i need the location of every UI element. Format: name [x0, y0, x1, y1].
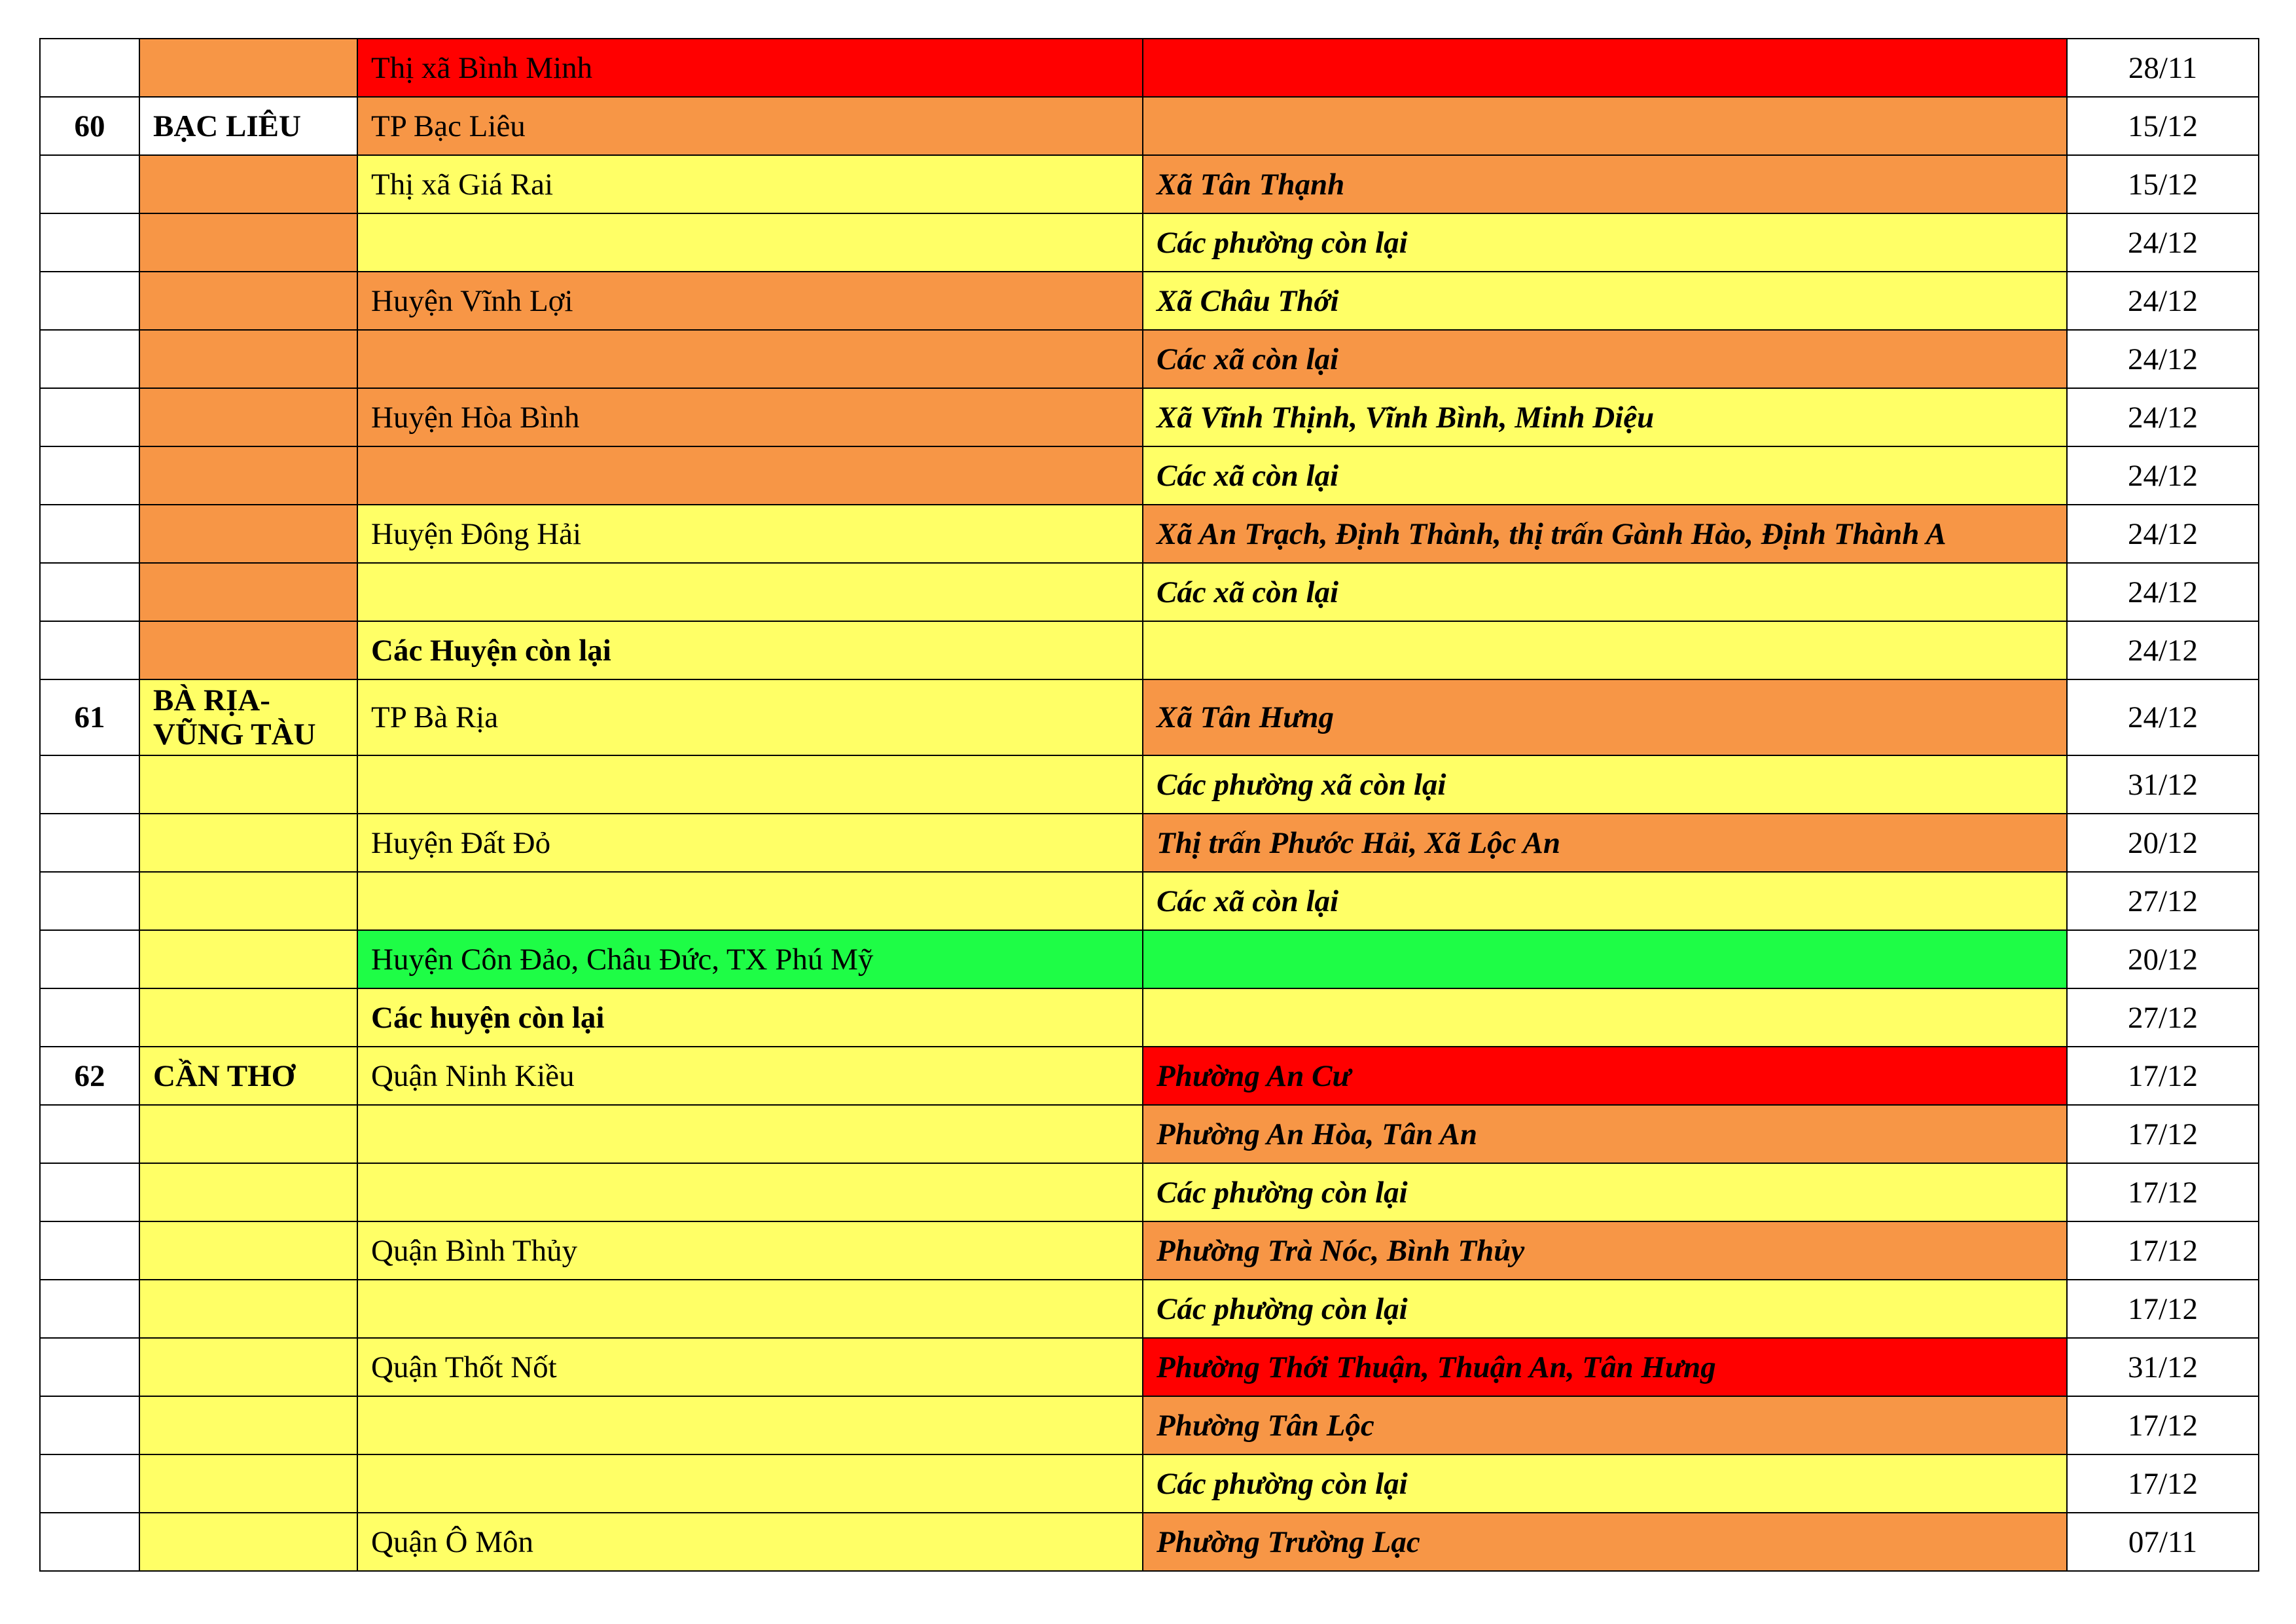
table-row: [40, 1338, 2259, 1396]
province-cell: [139, 1280, 357, 1338]
stt-cell: [40, 814, 139, 872]
date-cell: 17/12: [2067, 1280, 2259, 1338]
district-cell: Huyện Hòa Bình: [357, 388, 1143, 446]
stt-cell: [40, 446, 139, 505]
date-cell: 24/12: [2067, 446, 2259, 505]
district-cell: [357, 446, 1143, 505]
province-cell: [139, 446, 357, 505]
stt-cell: [40, 930, 139, 988]
district-cell: Huyện Côn Đảo, Châu Đức, TX Phú Mỹ: [357, 930, 1143, 988]
table-row: [40, 213, 2259, 272]
province-cell: [139, 213, 357, 272]
stt-cell: [40, 39, 139, 97]
district-cell: [357, 1280, 1143, 1338]
stt-cell: 62: [40, 1047, 139, 1105]
district-cell: [357, 1396, 1143, 1454]
table-row: [40, 272, 2259, 330]
ward-cell: [1143, 930, 2067, 988]
table-row: [40, 755, 2259, 814]
date-cell: 17/12: [2067, 1221, 2259, 1280]
date-cell: 31/12: [2067, 755, 2259, 814]
stt-cell: [40, 272, 139, 330]
district-cell: [357, 213, 1143, 272]
ward-cell: Các phường xã còn lại: [1143, 755, 2067, 814]
table-row: [40, 814, 2259, 872]
stt-cell: [40, 388, 139, 446]
table-row: [40, 1280, 2259, 1338]
ward-cell: Phường An Cư: [1143, 1047, 2067, 1105]
province-cell: [139, 755, 357, 814]
table-row: [40, 988, 2259, 1047]
date-cell: 24/12: [2067, 388, 2259, 446]
stt-cell: [40, 755, 139, 814]
province-cell: [139, 930, 357, 988]
table-row: [40, 330, 2259, 388]
date-cell: 24/12: [2067, 563, 2259, 621]
stt-cell: [40, 330, 139, 388]
date-cell: 24/12: [2067, 213, 2259, 272]
table-row: [40, 563, 2259, 621]
district-cell: Quận Thốt Nốt: [357, 1338, 1143, 1396]
table-row: [40, 1163, 2259, 1221]
province-cell: [139, 872, 357, 930]
ward-cell: Phường Tân Lộc: [1143, 1396, 2067, 1454]
date-cell: 17/12: [2067, 1163, 2259, 1221]
ward-cell: Xã Tân Hưng: [1143, 679, 2067, 755]
table-row: [40, 1221, 2259, 1280]
table-row: [40, 388, 2259, 446]
province-cell: [139, 1221, 357, 1280]
stt-cell: 60: [40, 97, 139, 155]
stt-cell: [40, 872, 139, 930]
province-cell: [139, 988, 357, 1047]
district-cell: [357, 1163, 1143, 1221]
table-row: [40, 930, 2259, 988]
province-cell: [139, 1396, 357, 1454]
date-cell: 17/12: [2067, 1396, 2259, 1454]
table-row: [40, 1454, 2259, 1513]
ward-cell: Xã An Trạch, Định Thành, thị trấn Gành Hào, Định Thành A: [1143, 505, 2067, 563]
date-cell: 24/12: [2067, 272, 2259, 330]
date-cell: 31/12: [2067, 1338, 2259, 1396]
province-cell: [139, 1454, 357, 1513]
date-cell: 15/12: [2067, 155, 2259, 213]
table-row: [40, 39, 2259, 97]
table-row: [40, 97, 2259, 155]
date-cell: 27/12: [2067, 872, 2259, 930]
province-cell: [139, 621, 357, 679]
date-cell: 27/12: [2067, 988, 2259, 1047]
table-row: [40, 1396, 2259, 1454]
ward-cell: Xã Châu Thới: [1143, 272, 2067, 330]
date-cell: 17/12: [2067, 1047, 2259, 1105]
province-cell: [139, 505, 357, 563]
ward-cell: Các phường còn lại: [1143, 1280, 2067, 1338]
district-cell: [357, 872, 1143, 930]
province-cell: [139, 155, 357, 213]
district-cell: Thị xã Giá Rai: [357, 155, 1143, 213]
table-row: [40, 155, 2259, 213]
district-cell: TP Bà Rịa: [357, 679, 1143, 755]
district-cell: [357, 330, 1143, 388]
ward-cell: Phường Trà Nóc, Bình Thủy: [1143, 1221, 2067, 1280]
district-cell: Quận Bình Thủy: [357, 1221, 1143, 1280]
table-row: [40, 1047, 2259, 1105]
province-cell: [139, 388, 357, 446]
ward-cell: Phường Trường Lạc: [1143, 1513, 2067, 1571]
district-cell: Các Huyện còn lại: [357, 621, 1143, 679]
table-row: [40, 621, 2259, 679]
table-row: [40, 872, 2259, 930]
district-cell: Quận Ô Môn: [357, 1513, 1143, 1571]
district-cell: [357, 1105, 1143, 1163]
stt-cell: [40, 213, 139, 272]
province-cell: [139, 272, 357, 330]
district-cell: Thị xã Bình Minh: [357, 39, 1143, 97]
ward-cell: Thị trấn Phước Hải, Xã Lộc An: [1143, 814, 2067, 872]
ward-cell: [1143, 988, 2067, 1047]
district-cell: Huyện Đất Đỏ: [357, 814, 1143, 872]
stt-cell: [40, 621, 139, 679]
district-cell: TP Bạc Liêu: [357, 97, 1143, 155]
district-cell: Huyện Đông Hải: [357, 505, 1143, 563]
ward-cell: Các xã còn lại: [1143, 563, 2067, 621]
ward-cell: Các xã còn lại: [1143, 330, 2067, 388]
ward-cell: Các xã còn lại: [1143, 446, 2067, 505]
ward-cell: Xã Vĩnh Thịnh, Vĩnh Bình, Minh Diệu: [1143, 388, 2067, 446]
province-cell: [139, 1513, 357, 1571]
stt-cell: [40, 1105, 139, 1163]
province-cell: BẠC LIÊU: [139, 97, 357, 155]
date-cell: 07/11: [2067, 1513, 2259, 1571]
ward-cell: Các xã còn lại: [1143, 872, 2067, 930]
district-cell: [357, 1454, 1143, 1513]
table-row: [40, 679, 2259, 755]
district-cell: Huyện Vĩnh Lợi: [357, 272, 1143, 330]
table-row: [40, 1513, 2259, 1571]
ward-cell: [1143, 97, 2067, 155]
province-cell: [139, 1163, 357, 1221]
stt-cell: [40, 1221, 139, 1280]
date-cell: 28/11: [2067, 39, 2259, 97]
date-cell: 24/12: [2067, 679, 2259, 755]
date-cell: 24/12: [2067, 330, 2259, 388]
stt-cell: [40, 563, 139, 621]
district-cell: Các huyện còn lại: [357, 988, 1143, 1047]
date-cell: 20/12: [2067, 930, 2259, 988]
stt-cell: [40, 155, 139, 213]
stt-cell: [40, 988, 139, 1047]
stt-cell: [40, 1513, 139, 1571]
date-cell: 24/12: [2067, 621, 2259, 679]
date-cell: 17/12: [2067, 1454, 2259, 1513]
date-cell: 20/12: [2067, 814, 2259, 872]
ward-cell: [1143, 621, 2067, 679]
ward-cell: Xã Tân Thạnh: [1143, 155, 2067, 213]
province-cell: [139, 814, 357, 872]
date-cell: 15/12: [2067, 97, 2259, 155]
stt-cell: [40, 1338, 139, 1396]
ward-cell: Các phường còn lại: [1143, 1454, 2067, 1513]
province-cell: [139, 330, 357, 388]
province-cell: [139, 1105, 357, 1163]
stt-cell: [40, 1396, 139, 1454]
table-row: [40, 505, 2259, 563]
province-cell: [139, 1338, 357, 1396]
stt-cell: [40, 1454, 139, 1513]
district-cell: [357, 755, 1143, 814]
stt-cell: [40, 1163, 139, 1221]
province-cell: BÀ RỊA-VŨNG TÀU: [139, 679, 357, 755]
table-row: [40, 1105, 2259, 1163]
stt-cell: [40, 505, 139, 563]
district-cell: Quận Ninh Kiều: [357, 1047, 1143, 1105]
province-cell: CẦN THƠ: [139, 1047, 357, 1105]
province-cell: [139, 39, 357, 97]
ward-cell: Phường Thới Thuận, Thuận An, Tân Hưng: [1143, 1338, 2067, 1396]
date-cell: 24/12: [2067, 505, 2259, 563]
stt-cell: [40, 1280, 139, 1338]
table-row: [40, 446, 2259, 505]
covid-level-table: [39, 38, 2259, 1572]
ward-cell: Phường An Hòa, Tân An: [1143, 1105, 2067, 1163]
ward-cell: Các phường còn lại: [1143, 213, 2067, 272]
stt-cell: 61: [40, 679, 139, 755]
table-body: [40, 39, 2259, 1571]
ward-cell: Các phường còn lại: [1143, 1163, 2067, 1221]
province-cell: [139, 563, 357, 621]
ward-cell: [1143, 39, 2067, 97]
district-cell: [357, 563, 1143, 621]
date-cell: 17/12: [2067, 1105, 2259, 1163]
